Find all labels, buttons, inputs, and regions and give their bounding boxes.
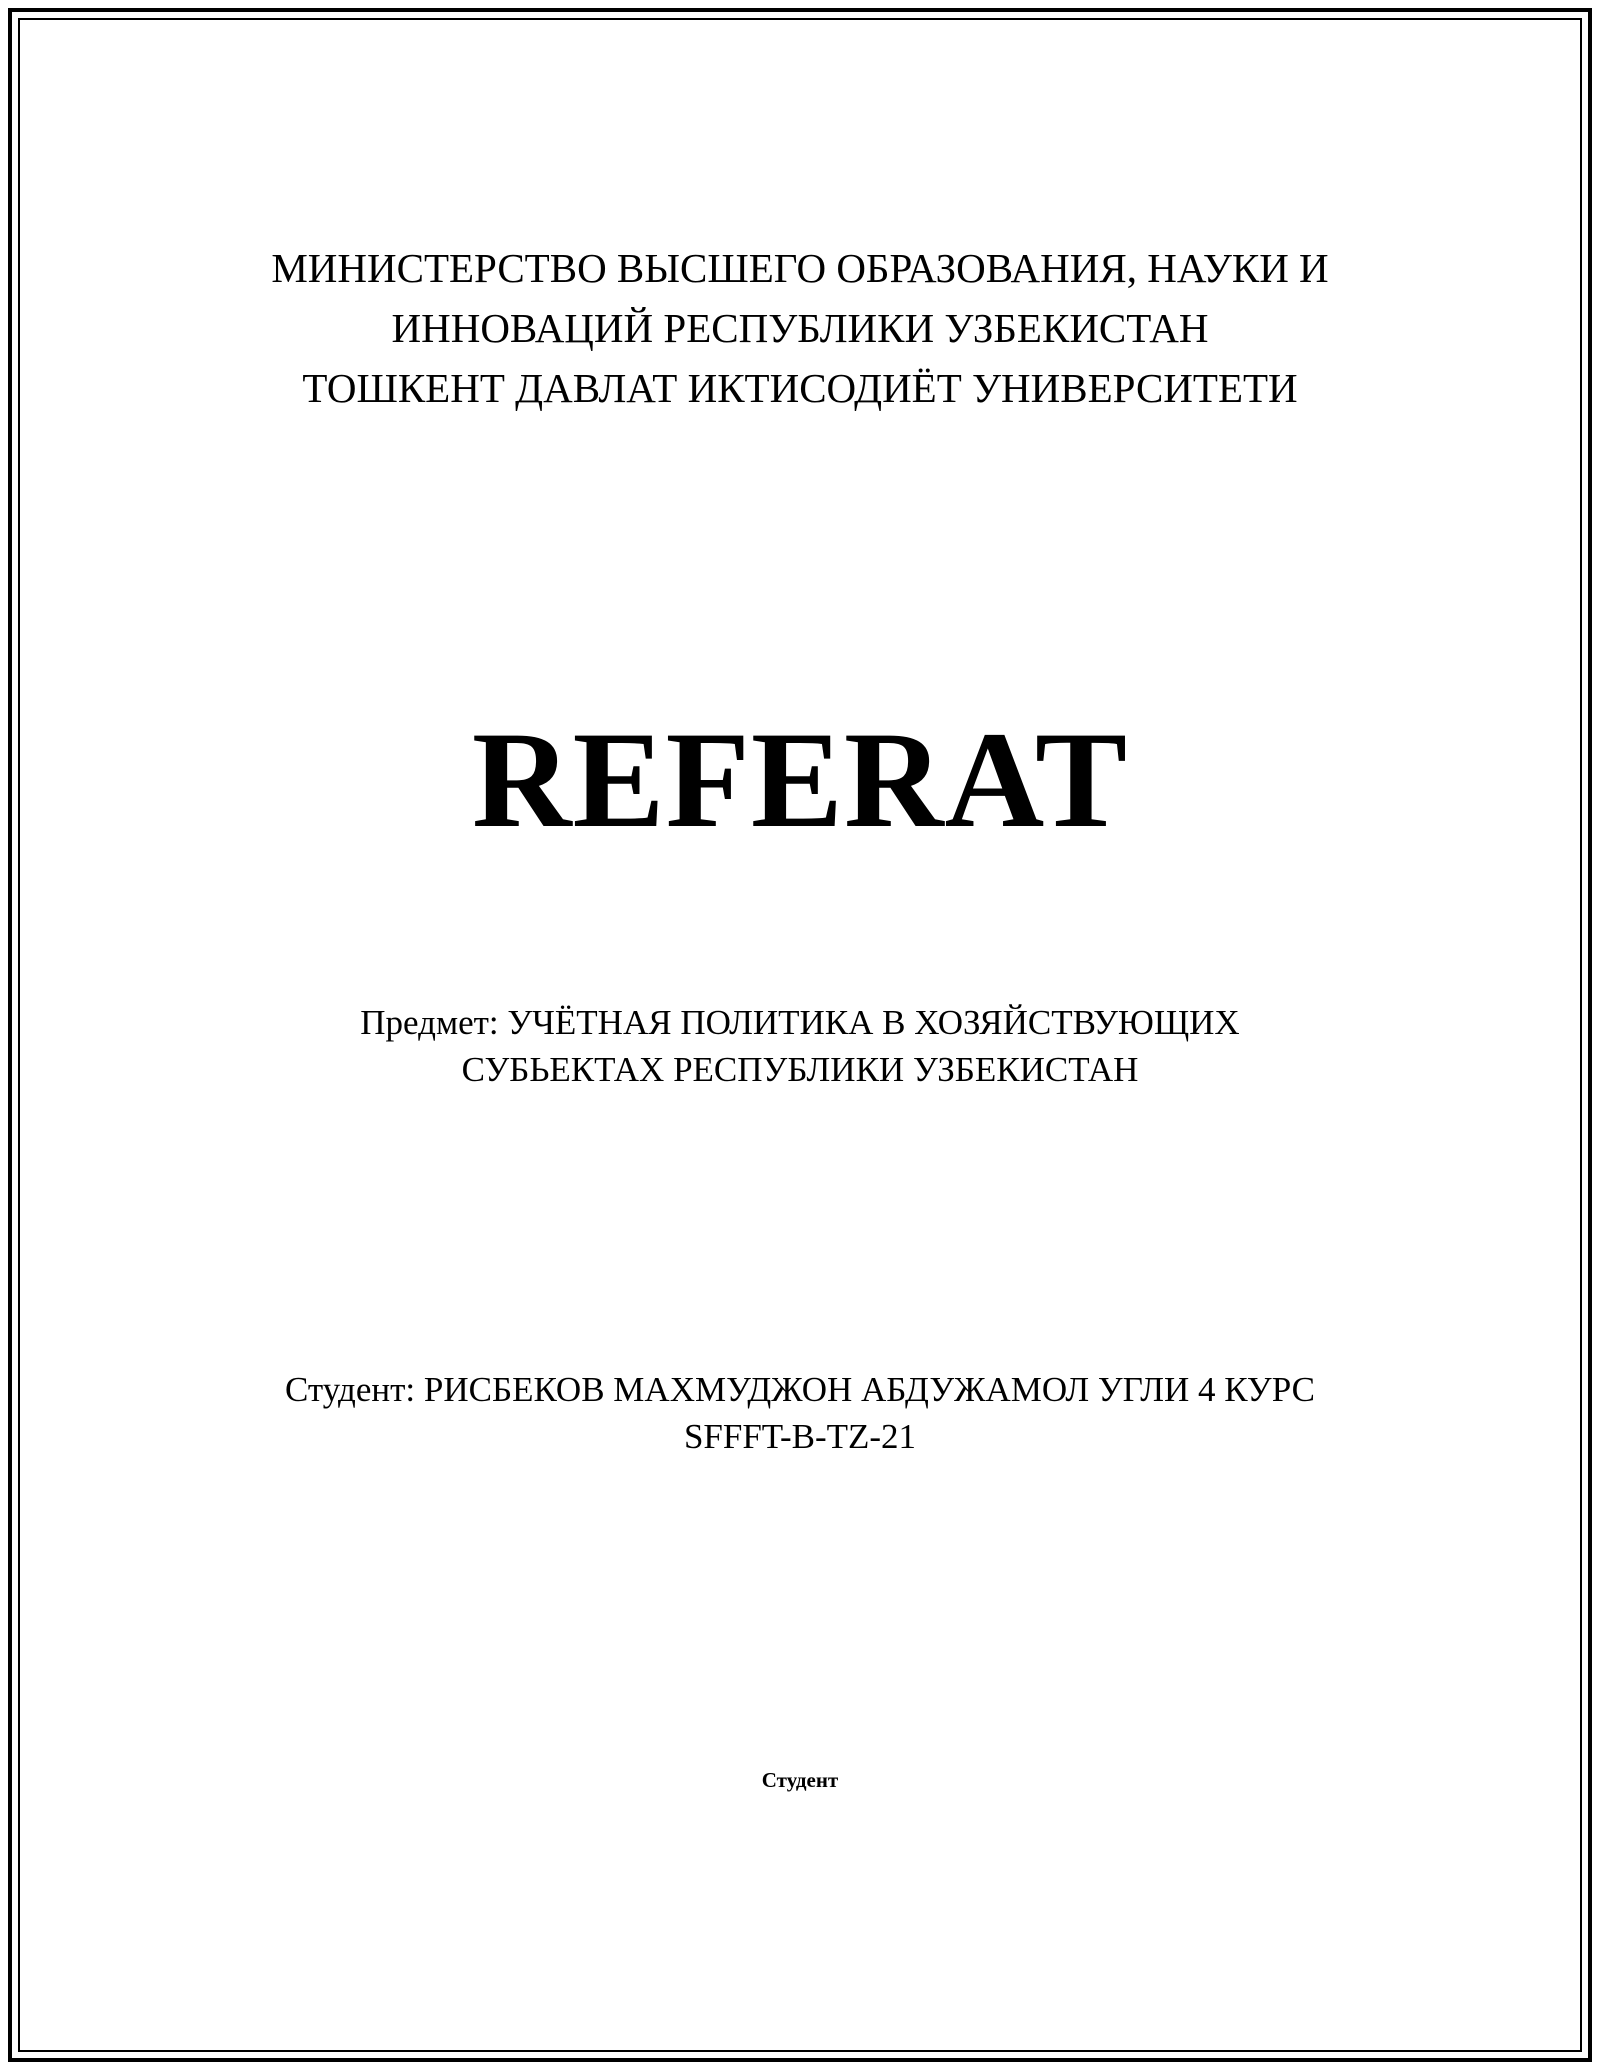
student-block — [0, 1366, 1600, 1460]
subject-line-2: СУБЬЕКТАХ РЕСПУБЛИКИ УЗБЕКИСТАН — [461, 1050, 1139, 1089]
subject-line-1: Предмет: УЧЁТНАЯ ПОЛИТИКА В ХОЗЯЙСТВУЮЩИХ — [360, 1003, 1240, 1042]
institution-header — [0, 238, 1600, 418]
header-line-ministry: МИНИСТЕРСТВО ВЫСШЕГО ОБРАЗОВАНИЯ, НАУКИ И — [271, 245, 1329, 291]
student-line-name: Студент: РИСБЕКОВ МАХМУДЖОН АБДУЖАМОЛ УГЛИ 4 КУРС — [285, 1370, 1315, 1409]
student-line-group: SFFFT-B-TZ-21 — [683, 1417, 917, 1456]
document-title: REFERAT — [471, 703, 1129, 856]
subject-block — [0, 999, 1600, 1093]
header-line-country: ИННОВАЦИЙ РЕСПУБЛИКИ УЗБЕКИСТАН — [391, 305, 1209, 351]
header-line-university: ТОШКЕНТ ДАВЛАТ ИКТИСОДИЁТ УНИВЕРСИТЕТИ — [302, 365, 1298, 411]
footer-student-label: Студент — [761, 1768, 839, 1792]
